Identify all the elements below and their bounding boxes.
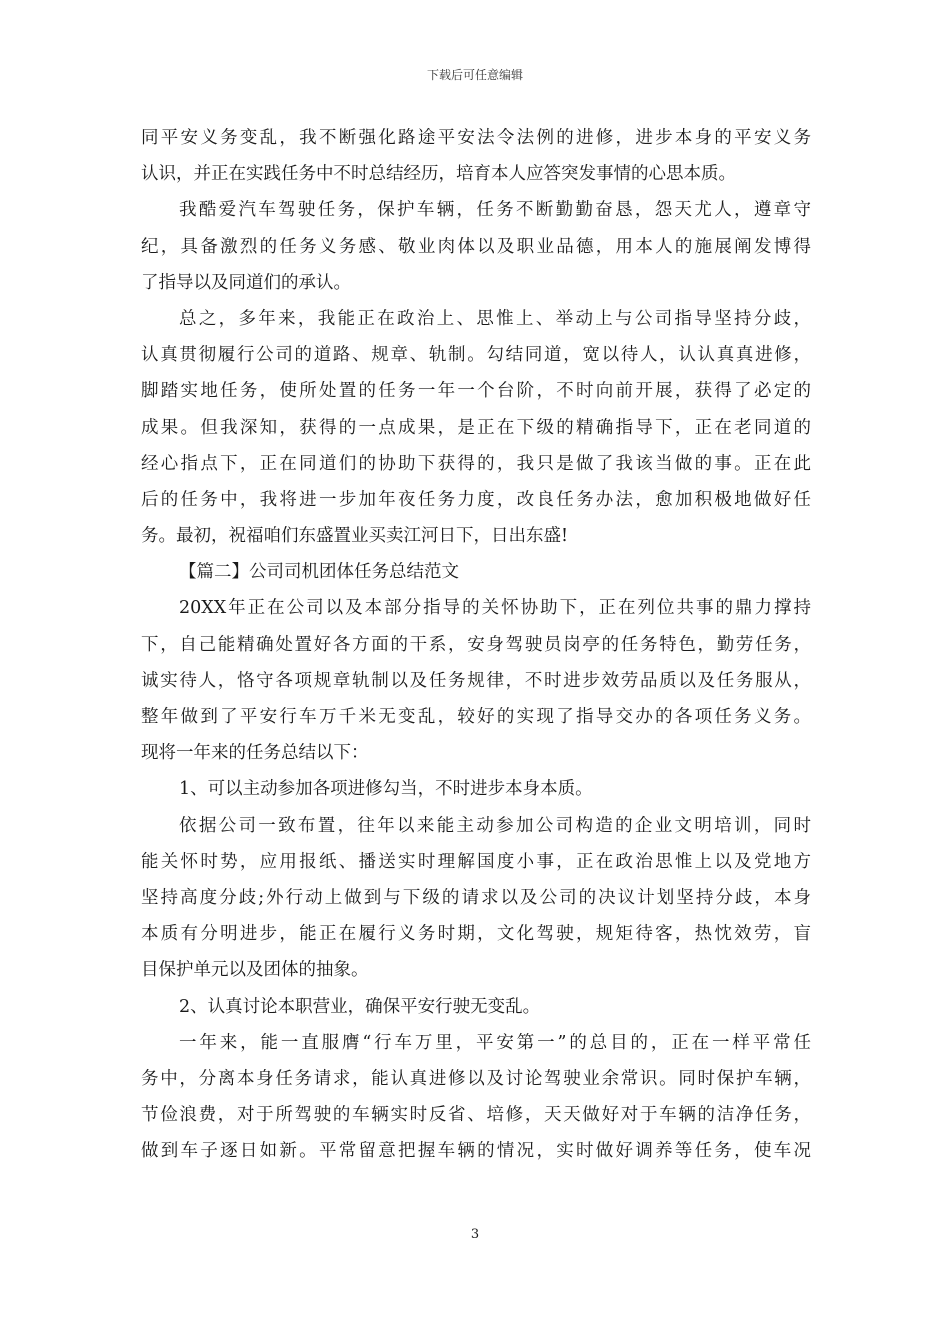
text-line: 现将一年来的任务总结以下： <box>141 743 369 764</box>
text-line: 1、可以主动参加各项进修勾当，不时进步本身本质。 <box>179 779 593 800</box>
text-line: 整年做到了平安行车万千米无变乱，较好的实现了指导交办的各项任务义务。 <box>141 707 811 727</box>
text-line: 依据公司一致布置，往年以来能主动参加公司构造的企业文明培训，同时 <box>179 815 811 836</box>
text-line: 了指导以及同道们的承认。 <box>141 272 351 293</box>
text-line: 务。最初，祝福咱们东盛置业买卖江河日下，日出东盛! <box>141 526 569 547</box>
text-line: 脚踏实地任务，使所处置的任务一年一个台阶，不时向前开展，获得了必定的 <box>141 381 811 402</box>
text-line: 我酷爱汽车驾驶任务，保护车辆，任务不断勤勤奋恳，怨天尤人，遵章守 <box>179 200 811 221</box>
text-line: 同平安义务变乱，我不断强化路途平安法令法例的进修，进步本身的平安义务 <box>141 128 811 148</box>
text-line: 总之，多年来，我能正在政治上、思惟上、举动上与公司指导坚持分歧， <box>179 308 811 329</box>
text-line: 诚实待人，恪守各项规章轨制以及任务规律，不时进步效劳品质以及任务服从， <box>141 670 811 691</box>
text-line: 经心指点下，正在同道们的协助下获得的，我只是做了我该当做的事。正在此 <box>141 453 811 474</box>
text-line: 下，自己能精确处置好各方面的干系，安身驾驶员岗亭的任务特色，勤劳任务， <box>141 634 811 655</box>
text-line: 本质有分明进步，能正在履行义务时期，文化驾驶，规矩待客，热忱效劳，盲 <box>141 924 811 945</box>
text-line: 坚持高度分歧;外行动上做到与下级的请求以及公司的决议计划坚持分歧，本身 <box>141 887 811 908</box>
text-line: 一年来，能一直服膺“行车万里，平安第一”的总目的，正在一样平常任 <box>179 1032 811 1053</box>
text-line: 认真贯彻履行公司的道路、规章、轨制。勾结同道，宽以待人，认认真真进修， <box>141 345 811 366</box>
document-body <box>141 120 811 1169</box>
page-number: 3 <box>470 1227 480 1242</box>
text-line: 20XX年正在公司以及本部分指导的关怀协助下，正在列位共事的鼎力撑持 <box>179 598 811 619</box>
text-line: 后的任务中，我将进一步加年夜任务力度，改良任务办法，愈加积极地做好任 <box>141 489 811 510</box>
text-line: 认识，并正在实践任务中不时总结经历，培育本人应答突发事情的心思本质。 <box>141 164 736 185</box>
page-header: 下载后可任意编辑 <box>426 68 523 82</box>
text-line: 【篇二】公司司机团体任务总结范文 <box>179 562 459 583</box>
text-line: 成果。但我深知，获得的一点成果，是正在下级的精确指导下，正在老同道的 <box>141 417 811 438</box>
text-line: 节俭浪费，对于所驾驶的车辆实时反省、培修，天天做好对于车辆的洁净任务， <box>141 1105 811 1126</box>
text-line: 目保护单元以及团体的抽象。 <box>141 960 369 981</box>
text-line: 做到车子逐日如新。平常留意把握车辆的情况，实时做好调养等任务，使车况 <box>141 1141 811 1162</box>
text-line: 2、认真讨论本职营业，确保平安行驶无变乱。 <box>179 996 541 1017</box>
text-line: 能关怀时势，应用报纸、播送实时理解国度小事，正在政治思惟上以及党地方 <box>141 851 811 872</box>
text-line: 务中，分离本身任务请求，能认真进修以及讨论驾驶业余常识。同时保护车辆， <box>141 1068 811 1089</box>
text-line: 纪，具备激烈的任务义务感、敬业肉体以及职业品德，用本人的施展阐发博得 <box>141 236 811 257</box>
